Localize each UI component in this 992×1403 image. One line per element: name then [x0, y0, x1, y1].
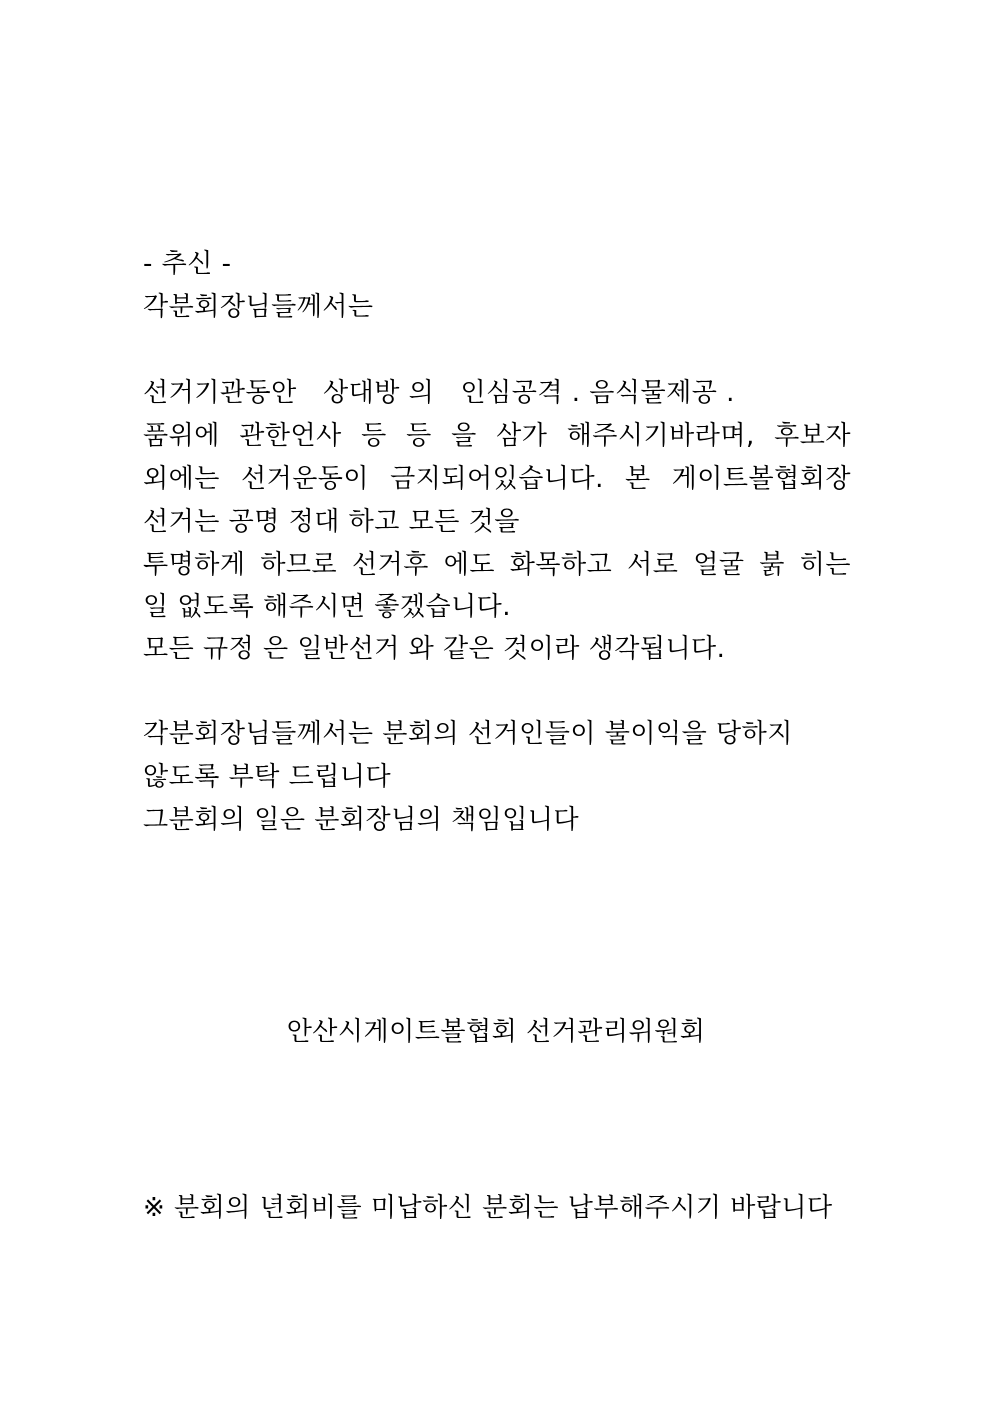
paragraph-line: 그분회의 일은 분회장님의 책임입니다 — [143, 805, 580, 835]
paragraph-line: 일 없도록 해주시면 좋겠습니다. — [143, 592, 512, 622]
paragraph-line: 외에는 선거운동이 금지되어있습니다. 본 게이트볼협회장 — [143, 464, 851, 494]
paragraph-line: 각분회장님들께서는 분회의 선거인들이 불이익을 당하지 — [143, 719, 793, 749]
notice: ※ 분회의 년회비를 미납하신 분회는 납부해주시기 바랍니다 — [143, 1193, 833, 1223]
addressee: 각분회장님들께서는 — [143, 292, 374, 322]
paragraph-line: 모든 규정 은 일반선거 와 같은 것이라 생각됩니다. — [143, 634, 726, 664]
paragraph-line: 선거기관동안 상대방 의 인심공격 . 음식물제공 . — [143, 378, 735, 408]
paragraph-line: 선거는 공명 정대 하고 모든 것을 — [143, 507, 520, 537]
postscript-heading: - 추신 - — [143, 249, 232, 279]
paragraph-line: 않도록 부탁 드립니다 — [143, 762, 392, 792]
signature: 안산시게이트볼협회 선거관리위원회 — [286, 1017, 706, 1047]
paragraph-line: 품위에 관한언사 등 등 을 삼가 해주시기바라며, 후보자 — [143, 421, 851, 451]
paragraph-line: 투명하게 하므로 선거후 에도 화목하고 서로 얼굴 붉 히는 — [143, 550, 851, 580]
